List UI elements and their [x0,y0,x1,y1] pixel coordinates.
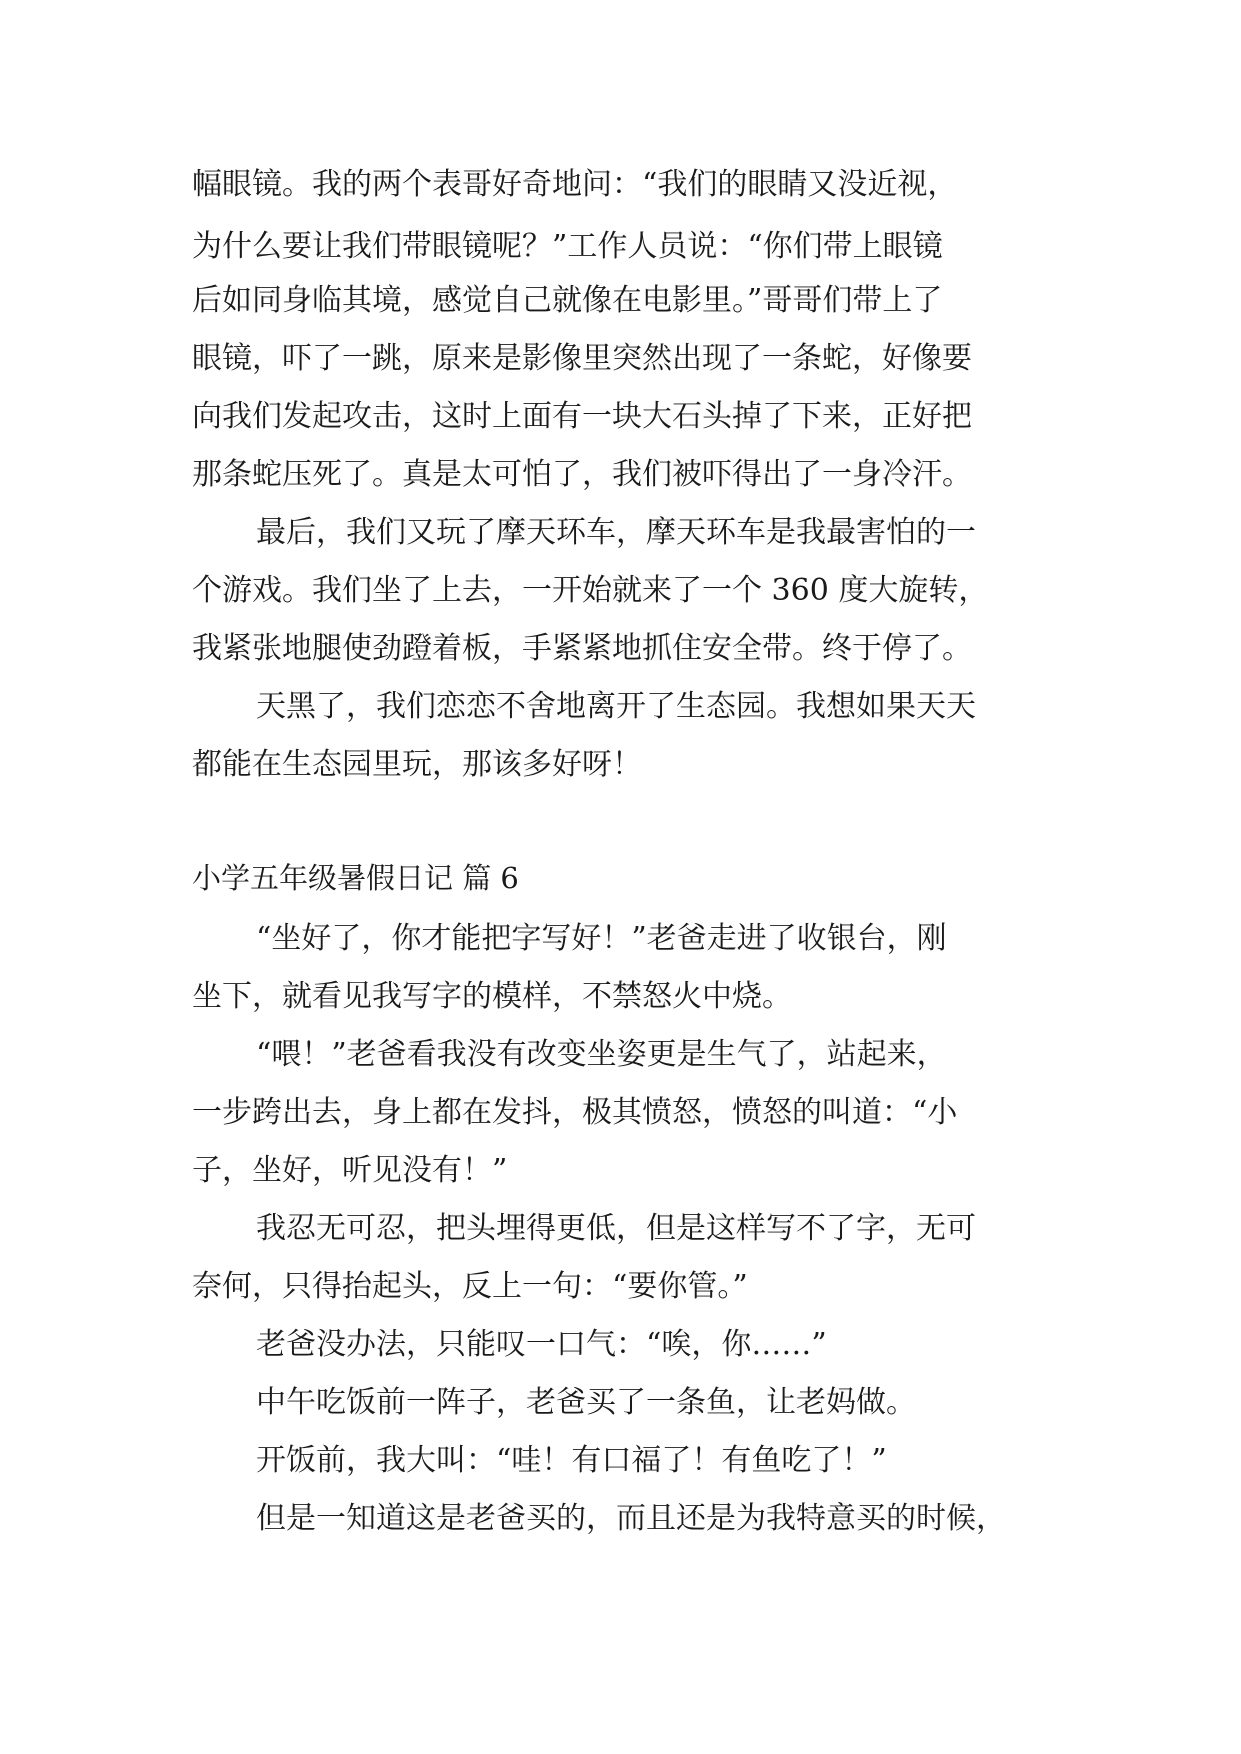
paragraph-line: 我紧张地腿使劲蹬着板，手紧紧地抓住安全带。终于停了。 [192,631,972,666]
paragraph-line: 最后，我们又玩了摩天环车，摩天环车是我最害怕的一 [256,515,976,550]
paragraph-line: 一步跨出去，身上都在发抖，极其愤怒，愤怒的叫道：“小 [192,1095,958,1130]
paragraph-line: 眼镜，吓了一跳，原来是影像里突然出现了一条蛇，好像要 [192,341,972,376]
paragraph-line: 中午吃饭前一阵子，老爸买了一条鱼，让老妈做。 [256,1385,916,1420]
paragraph-line: 个游戏。我们坐了上去，一开始就来了一个 360 度大旋转， [192,573,989,608]
section-heading: 小学五年级暑假日记 篇 6 [192,861,519,895]
paragraph-line: 都能在生态园里玩，那该多好呀！ [192,747,642,782]
paragraph-line: 老爸没办法，只能叹一口气：“唉，你……” [256,1327,827,1362]
paragraph-line: “喂！”老爸看我没有改变坐姿更是生气了，站起来， [256,1037,947,1072]
paragraph-line: 但是一知道这是老爸买的，而且还是为我特意买的时候， [256,1501,1006,1536]
paragraph-line: “坐好了，你才能把字写好！”老爸走进了收银台，刚 [256,921,947,956]
paragraph-line: 奈何，只得抬起头，反上一句：“要你管。” [192,1269,748,1304]
paragraph-line: 天黑了，我们恋恋不舍地离开了生态园。我想如果天天 [256,689,976,724]
paragraph-line: 向我们发起攻击，这时上面有一块大石头掉了下来，正好把 [192,399,972,434]
paragraph-line: 后如同身临其境，感觉自己就像在电影里。”哥哥们带上了 [192,283,943,318]
paragraph-line: 幅眼镜。我的两个表哥好奇地问：“我们的眼睛又没近视， [192,167,958,202]
paragraph-line: 开饭前，我大叫：“哇！有口福了！有鱼吃了！” [256,1443,887,1478]
paragraph-line: 子，坐好，听见没有！” [192,1153,508,1188]
paragraph-line: 我忍无可忍，把头埋得更低，但是这样写不了字，无可 [256,1211,976,1246]
paragraph-line: 为什么要让我们带眼镜呢？”工作人员说：“你们带上眼镜 [192,229,943,264]
paragraph-line: 那条蛇压死了。真是太可怕了，我们被吓得出了一身冷汗。 [192,457,972,492]
paragraph-line: 坐下，就看见我写字的模样，不禁怒火中烧。 [192,979,792,1014]
